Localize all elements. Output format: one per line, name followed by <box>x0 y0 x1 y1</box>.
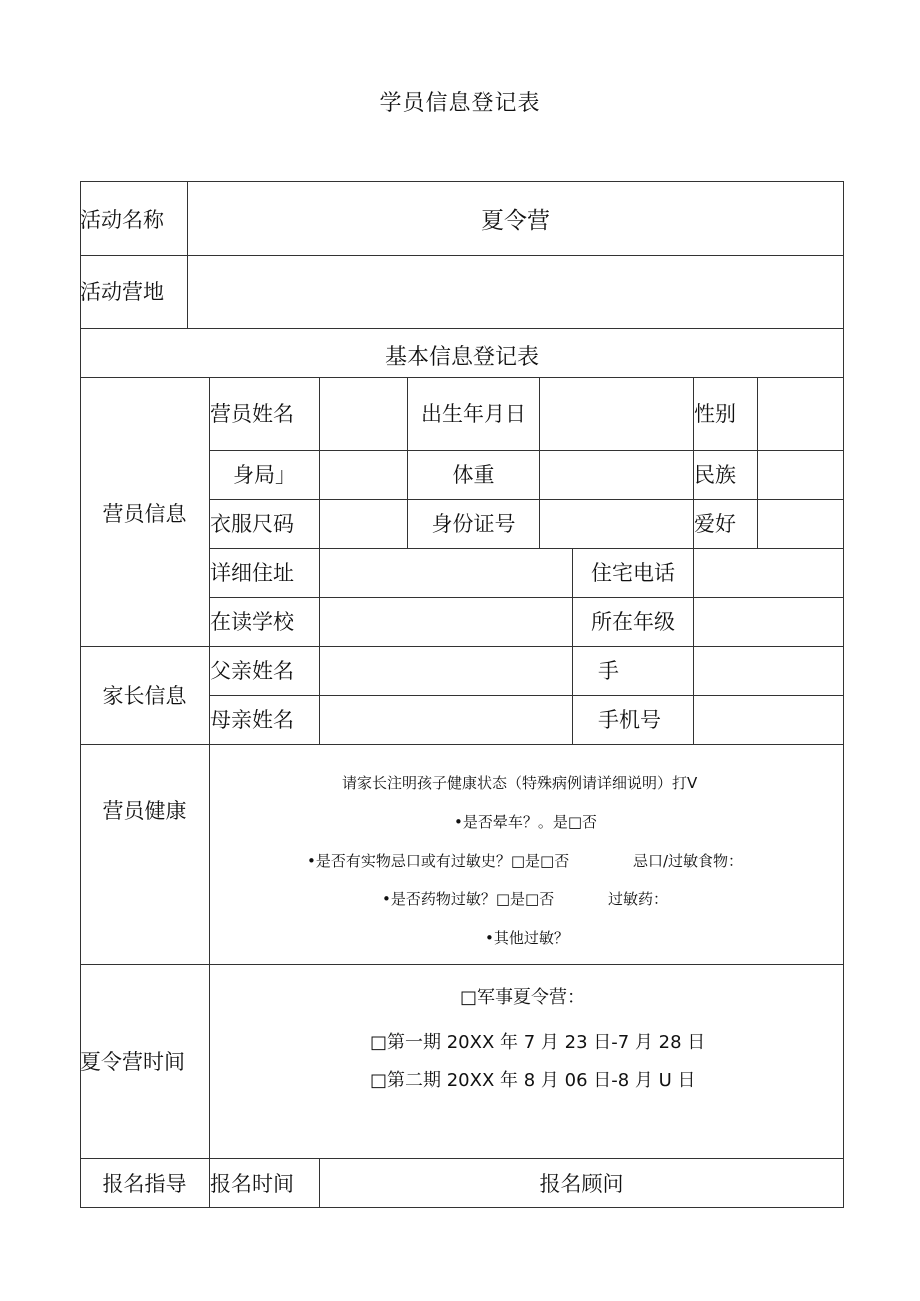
basic-info-header: 基本信息登记表 <box>384 345 539 370</box>
camp-session-1-option: □第一期 20XX 年 7 月 23 日-7 月 28 日 <box>370 1032 706 1053</box>
table-line <box>80 744 844 745</box>
camp-time-section-label: 夏令营时间 <box>80 1050 185 1074</box>
id-number-label: 身份证号 <box>431 512 516 536</box>
table-line <box>757 377 758 548</box>
table-line <box>210 499 844 500</box>
table-line <box>210 597 844 598</box>
activity-name-value: 夏令营 <box>481 208 550 234</box>
table-line <box>80 1158 844 1159</box>
table-line <box>319 377 320 695</box>
page-title: 学员信息登记表 <box>379 91 541 116</box>
table-line <box>80 328 844 329</box>
birth-date-label: 出生年月日 <box>421 402 526 426</box>
mother-name-label: 母亲姓名 <box>210 708 294 732</box>
registration-time-label: 报名时间 <box>210 1172 294 1196</box>
table-line <box>843 181 844 1208</box>
table-line <box>80 377 844 378</box>
height-label: 身局」 <box>233 463 296 487</box>
parent-section-label: 家长信息 <box>102 684 187 708</box>
camp-session-2-option: □第二期 20XX 年 8 月 06 日-8 月 U 日 <box>370 1070 696 1091</box>
health-instruction: 请家长注明孩子健康状态（特殊病例请详细说明）打V <box>342 774 698 792</box>
gender-label: 性别 <box>694 402 736 426</box>
clothing-size-label: 衣服尺码 <box>210 512 294 536</box>
table-line <box>210 450 844 451</box>
address-label: 详细住址 <box>210 561 294 585</box>
drug-allergy-note-label: 过敏药： <box>608 890 669 908</box>
table-line <box>210 695 844 696</box>
health-section-label: 营员健康 <box>102 799 187 823</box>
father-name-label: 父亲姓名 <box>210 659 294 683</box>
weight-label: 体重 <box>452 463 495 487</box>
activity-site-label: 活动营地 <box>80 280 164 304</box>
table-line <box>80 255 844 256</box>
table-line <box>539 377 540 548</box>
mother-phone-label: 手机号 <box>598 708 661 732</box>
health-question-food-allergy: •是否有实物忌口或有过敏史？□是□否 <box>307 852 570 870</box>
health-question-other-allergy: •其他过敏？ <box>485 929 569 947</box>
registration-form <box>80 181 844 1208</box>
table-line <box>80 646 844 647</box>
camper-section-label: 营员信息 <box>102 502 187 526</box>
table-line <box>319 695 320 744</box>
ethnicity-label: 民族 <box>694 463 736 487</box>
table-line <box>80 181 844 182</box>
hobby-label: 爱好 <box>694 512 736 536</box>
registration-guide-label: 报名指导 <box>102 1172 187 1196</box>
father-phone-label: 手 <box>598 659 619 683</box>
table-line <box>693 548 694 744</box>
registration-advisor-label: 报名顾问 <box>539 1172 624 1196</box>
home-phone-label: 住宅电话 <box>591 561 675 585</box>
activity-name-label: 活动名称 <box>80 208 164 232</box>
health-question-motion-sickness: •是否晕车？。是□否 <box>454 813 598 831</box>
food-allergy-note-label: 忌口/过敏食物： <box>633 852 744 870</box>
table-line <box>187 181 188 328</box>
camper-name-label: 营员姓名 <box>210 402 294 426</box>
table-line <box>80 964 844 965</box>
health-question-drug-allergy: •是否药物过敏？□是□否 <box>382 890 555 908</box>
table-line <box>209 377 210 1208</box>
table-line <box>210 548 844 549</box>
school-label: 在读学校 <box>210 610 294 634</box>
camp-program-option: □军事夏令营： <box>460 987 586 1008</box>
grade-label: 所在年级 <box>591 610 675 634</box>
table-line <box>80 1207 844 1208</box>
